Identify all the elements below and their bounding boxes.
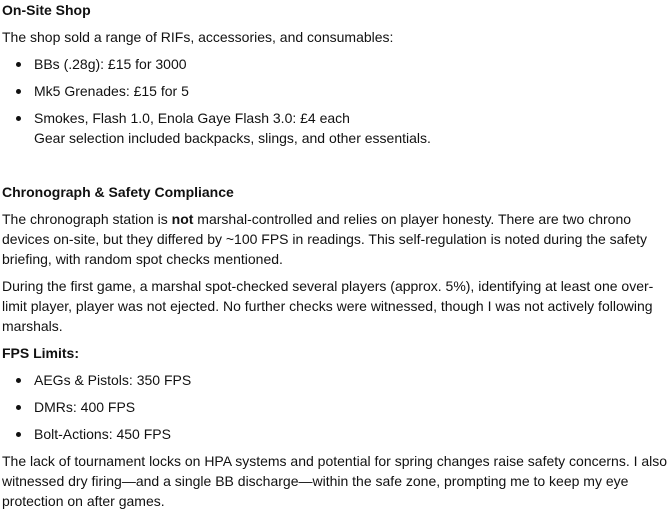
- bullet-icon: [16, 116, 21, 121]
- list-item: [2, 54, 669, 74]
- fps-closing-paragraph: The lack of tournament locks on HPA systems and potential for spring changes raise safety concerns. I also witnessed dry firing—and a single BB discharge—within the safe zone, prompting me to keep my eye protection on after games.: [2, 453, 668, 509]
- bullet-icon: [16, 405, 21, 410]
- fps-limit-text: DMRs: 400 FPS: [34, 399, 136, 415]
- gear-note: Gear selection included backpacks, slings, and other essentials.: [34, 130, 431, 146]
- list-item: [2, 81, 669, 101]
- list-item: [2, 424, 669, 444]
- list-item: [2, 108, 669, 148]
- list-item: [2, 397, 669, 417]
- shop-heading: On-Site Shop: [2, 2, 91, 18]
- shop-items-list: [2, 54, 669, 148]
- chrono-para1-emphasis: not: [171, 211, 194, 227]
- chrono-paragraph-1: [2, 209, 669, 269]
- bullet-icon: [16, 432, 21, 437]
- shop-item-text: BBs (.28g): £15 for 3000: [34, 56, 187, 72]
- chrono-para1-start: The chronograph station is: [2, 211, 172, 227]
- chrono-heading: Chronograph & Safety Compliance: [2, 184, 234, 200]
- list-item: [2, 370, 669, 390]
- bullet-icon: [16, 378, 21, 383]
- fps-limits-list: [2, 370, 669, 444]
- shop-intro: The shop sold a range of RIFs, accessories, and consumables:: [2, 29, 394, 45]
- shop-item-text: Smokes, Flash 1.0, Enola Gaye Flash 3.0: £4 each: [34, 110, 350, 126]
- fps-limit-text: Bolt-Actions: 450 FPS: [34, 426, 171, 442]
- shop-item-text: Mk5 Grenades: £15 for 5: [34, 83, 189, 99]
- chrono-para1-end: marshal-controlled and relies on player honesty. There are two chrono devices on-site, but they differed by ~100 FPS in readings. This self-regulation is noted during the safety briefing, with random spot checks mentioned.: [2, 211, 648, 267]
- bullet-icon: [16, 62, 21, 67]
- fps-heading: FPS Limits:: [2, 345, 80, 361]
- chrono-paragraph-2: During the first game, a marshal spot-checked several players (approx. 5%), identifying at least one over-limit player, player was not ejected. No further checks were witnessed, though I was not actively following marshals.: [2, 278, 654, 334]
- bullet-icon: [16, 89, 21, 94]
- fps-limit-text: AEGs & Pistols: 350 FPS: [34, 372, 192, 388]
